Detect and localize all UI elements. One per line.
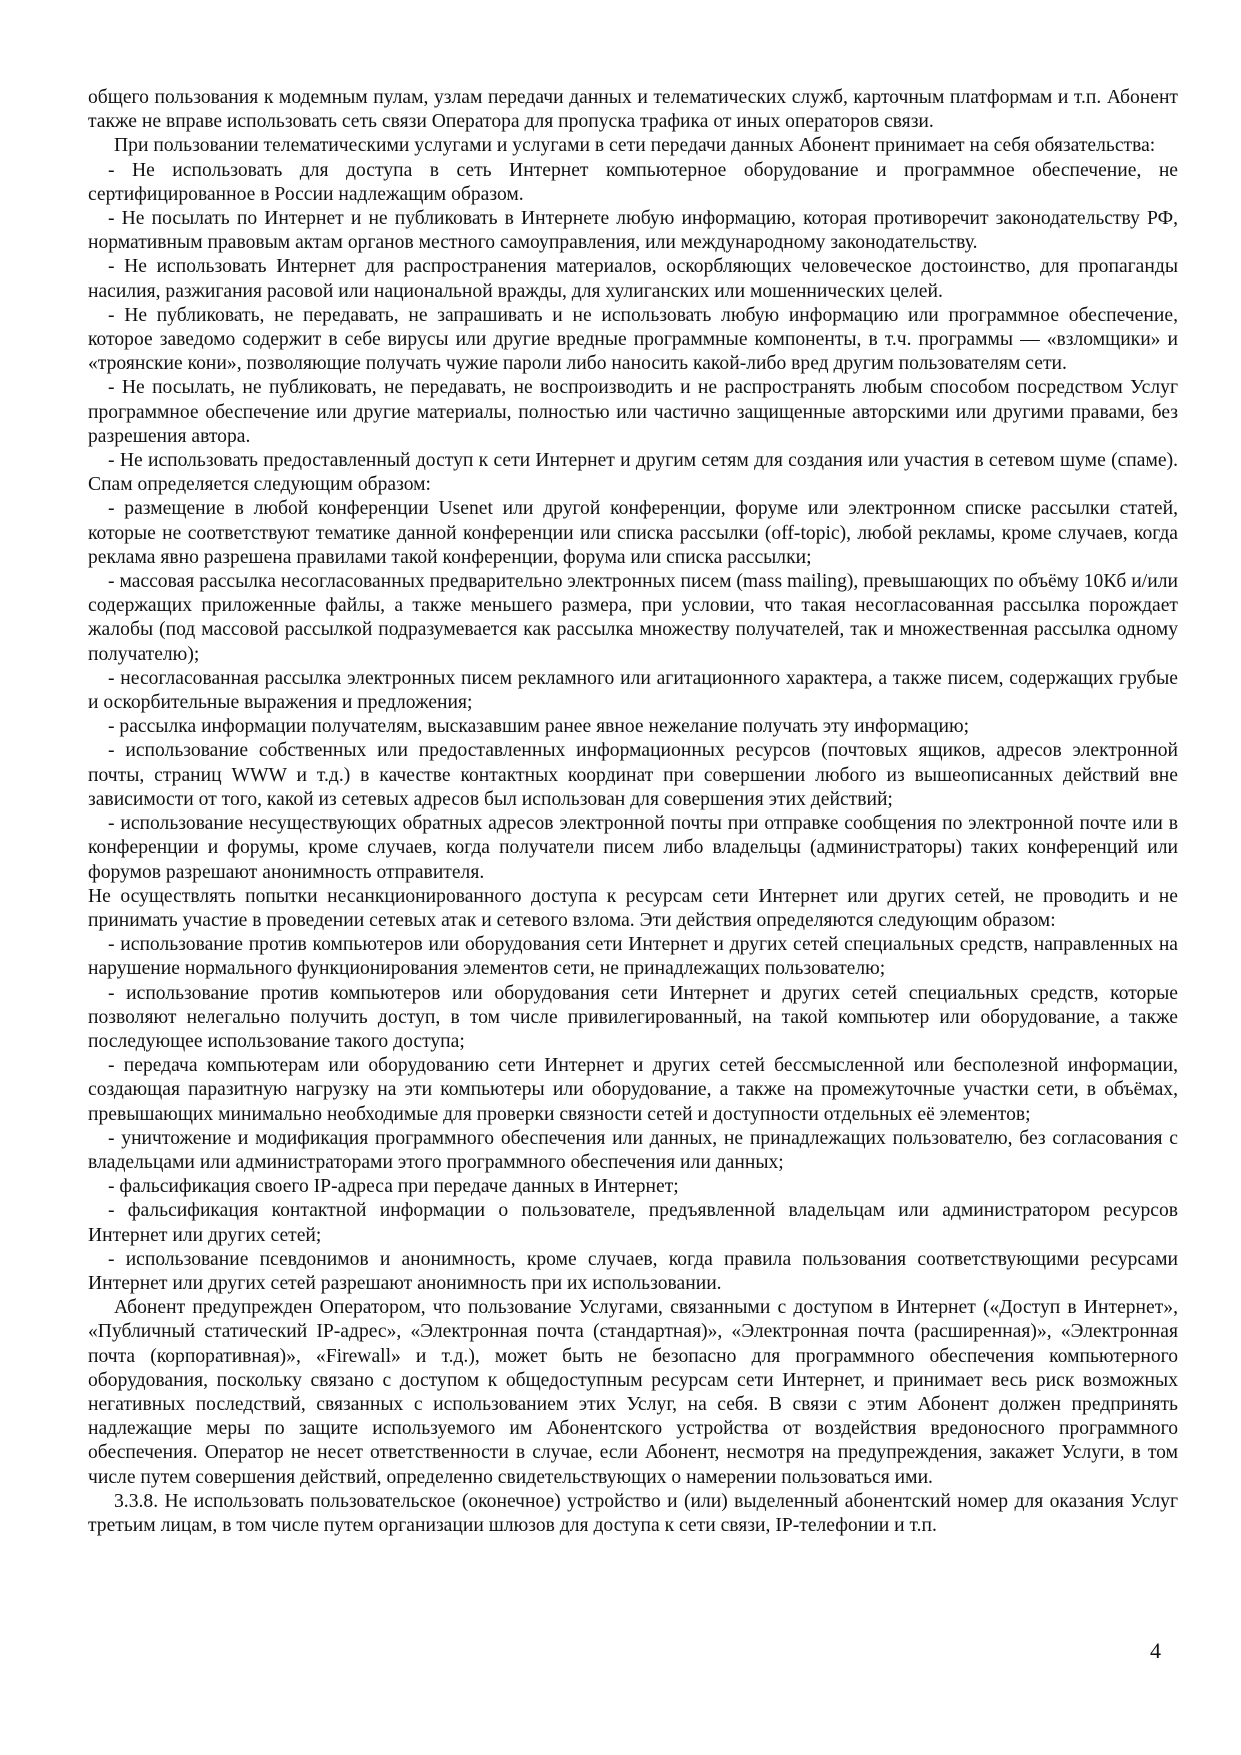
list-item: - рассылка информации получателям, высказавшим ранее явное нежелание получать эту информацию; [108,716,970,738]
paragraph: общего пользования к модемным пулам, узлам передачи данных и телематических служб, карточным платформам и т.п. Абонент также не вправе использовать сеть связи Оператора для пропуска трафика от иных операторов связи. [88,87,1178,133]
list-item: - использование псевдонимов и анонимность, кроме случаев, когда правила пользования соответствующими ресурсами Интернет или других сетей разрешают анонимность при их использовании. [88,1248,1178,1294]
list-item: - Не использовать предоставленный доступ к сети Интернет и другим сетям для создания или участия в сетевом шуме (спаме). Спам определяется следующим образом: [88,450,1178,496]
list-item: - уничтожение и модификация программного обеспечения или данных, не принадлежащих пользователю, без согласования с владельцами или администраторами этого программного обеспечения или данных; [88,1127,1178,1173]
list-item: - использование против компьютеров или оборудования сети Интернет и других сетей специальных средств, которые позволяют нелегально получить доступ, в том числе привилегированный, на такой компьютер или оборудование, а также последующее использование такого доступа; [88,982,1178,1052]
list-item: - Не использовать Интернет для распространения материалов, оскорбляющих человеческое достоинство, для пропаганды насилия, разжигания расовой или национальной вражды, для хулиганских или мошеннических целей. [88,256,1178,302]
paragraph: Абонент предупрежден Оператором, что пользование Услугами, связанными с доступом в Интернет («Доступ в Интернет», «Публичный статический IP-адрес», «Электронная почта (стандартная)», «Электронная почта (расширенная)», «Электронная почта (корпоративная)», «Firewall» и т.д.), может быть не безопасно для программного обеспечения компьютерного оборудования, поскольку связано с доступом к общедоступным ресурсам сети Интернет, и принимает весь риск возможных негативных последствий, связанных с использованием этих Услуг, на себя. В связи с этим Абонент должен предпринять надлежащие меры по защите используемого им Абонентского устройства от воздействия вредоносного программного обеспечения. Оператор не несет ответственности в случае, если Абонент, несмотря на предупреждения, закажет Услуги, в том числе путем совершения действий, определенно свидетельствующих о намерении пользоваться ими. [88,1297,1178,1488]
paragraph: 3.3.8. Не использовать пользовательское (оконечное) устройство и (или) выделенный абонентский номер для оказания Услуг третьим лицам, в том числе путем организации шлюзов для доступа к сети связи, IP-телефонии и т.п. [88,1490,1178,1536]
list-item: - использование собственных или предоставленных информационных ресурсов (почтовых ящиков, адресов электронной почты, страниц WWW и т.д.) в качестве контактных координат при совершении любого из вышеописанных действий вне зависимости от того, какой из сетевых адресов был использован для совершения этих действий; [88,740,1178,810]
list-item: - Не использовать для доступа в сеть Интернет компьютерное оборудование и программное обеспечение, не сертифицированное в России надлежащим образом. [88,159,1178,205]
paragraph: Не осуществлять попытки несанкционированного доступа к ресурсам сети Интернет или других сетей, не проводить и не принимать участие в проведении сетевых атак и сетевого взлома. Эти действия определяются следующим образом: [88,885,1178,931]
list-item: - фальсификация своего IP-адреса при передаче данных в Интернет; [108,1176,679,1198]
list-item: - использование несуществующих обратных адресов электронной почты при отправке сообщения по электронной почте или в конференции и форумы, кроме случаев, когда получатели писем либо владельцы (администраторы) таких конференций или форумов разрешают анонимность отправителя. [88,813,1178,883]
list-item: - несогласованная рассылка электронных писем рекламного или агитационного характера, а также писем, содержащих грубые и оскорбительные выражения и предложения; [88,667,1178,714]
list-item: - использование против компьютеров или оборудования сети Интернет и других сетей специальных средств, направленных на нарушение нормального функционирования элементов сети, не принадлежащих пользователю; [88,934,1178,980]
list-item: - передача компьютерам или оборудованию сети Интернет и других сетей бессмысленной или бесполезной информации, создающая паразитную нагрузку на эти компьютеры или оборудование, а также на промежуточные участки сети, в объёмах, превышающих минимально необходимые для проверки связности сетей и доступности отдельных её элементов; [88,1055,1178,1125]
document-body [88,86,1178,1538]
list-item: - Не публиковать, не передавать, не запрашивать и не использовать любую информацию или программное обеспечение, которое заведомо содержит в себе вирусы или другие вредные программные компоненты, в т.ч. программы — «взломщики» и «троянские кони», позволяющие получать чужие пароли либо наносить какой-либо вред другим пользователям сети. [88,304,1178,375]
list-item: - размещение в любой конференции Usenet или другой конференции, форуме или электронном списке рассылки статей, которые не соответствуют тематике данной конференции или списка рассылки (off-topic), любой рекламы, кроме случаев, когда реклама явно разрешена правилами такой конференции, форума или списка рассылки; [88,498,1178,568]
list-item: - Не посылать по Интернет и не публиковать в Интернете любую информацию, которая противоречит законодательству РФ, нормативным правовым актам органов местного самоуправления, или международному законодательству. [88,208,1178,254]
list-item: - массовая рассылка несогласованных предварительно электронных писем (mass mailing), превышающих по объёму 10Кб и/или содержащих приложенные файлы, а также меньшего размера, при условии, что такая несогласованная рассылка порождает жалобы (под массовой рассылкой подразумевается как рассылка множеству получателей, так и множественная рассылка одному получателю); [88,571,1178,665]
list-item: - фальсификация контактной информации о пользователе, предъявленной владельцам или администратором ресурсов Интернет или других сетей; [88,1200,1178,1246]
list-item: - Не посылать, не публиковать, не передавать, не воспроизводить и не распространять любым способом посредством Услуг программное обеспечение или другие материалы, полностью или частично защищенные авторскими или другими правами, без разрешения автора. [88,377,1178,447]
page-number: 4 [1150,1638,1161,1663]
paragraph: При пользовании телематическими услугами и услугами в сети передачи данных Абонент принимает на себя обязательства: [114,135,1156,157]
